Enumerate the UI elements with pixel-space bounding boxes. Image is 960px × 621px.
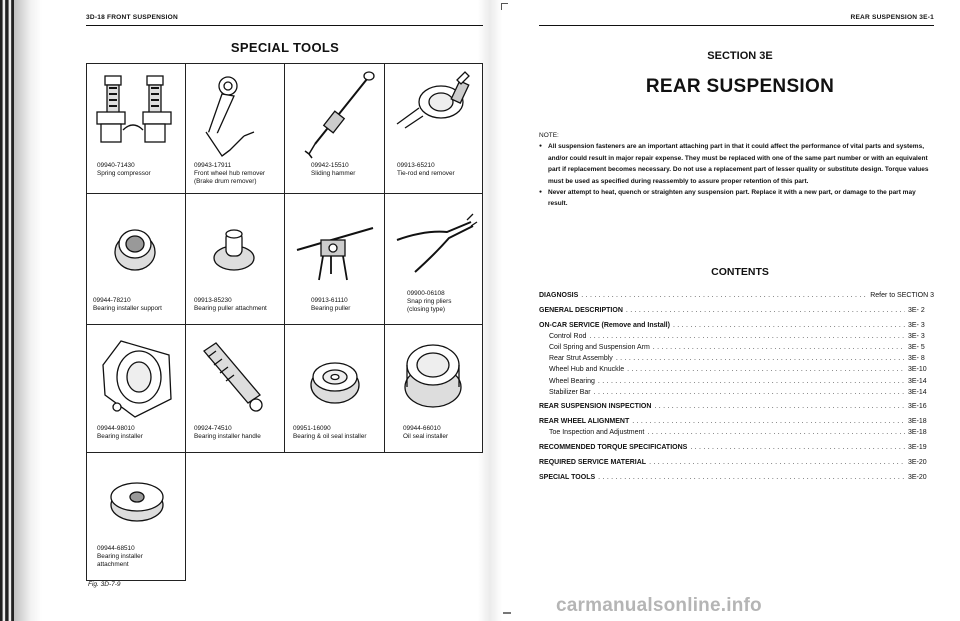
tool-name: Bearing installer xyxy=(97,553,143,560)
tool-number: 09913-61110 xyxy=(311,297,348,304)
tool-name: Sliding hammer xyxy=(311,170,356,177)
tool-number: 09943-17911 xyxy=(194,162,232,169)
toc-label: Wheel Hub and Knuckle xyxy=(549,366,625,374)
tool-name: Bearing installer handle xyxy=(194,433,261,440)
tool-name: Spring compressor xyxy=(97,170,151,177)
toc-page: 3E-20 xyxy=(908,473,927,481)
toc-leader xyxy=(632,416,905,427)
tool-number: 09944-68510 xyxy=(97,545,135,552)
note-item: ● All suspension fasteners are an important attaching part in that it could affect the performance of vital parts and systems, and/or could result in major repair expense. They must be replaced with one of the same part number or with an equivalent part if replacement becomes necessary. Do not use a replacement part of lesser quality or substitute design. Torque values must be used as specified during reassembly to assure proper retention of this part. xyxy=(539,141,935,187)
tool-name: Bearing installer xyxy=(97,433,143,440)
tool-cell-bearing-puller xyxy=(284,193,385,325)
crop-mark xyxy=(501,3,508,10)
toc-page: 3E- 3 xyxy=(908,332,925,340)
toc-label: Control Rod xyxy=(549,332,587,340)
left-header-rule xyxy=(86,25,483,26)
tool-cell-installer-attachment xyxy=(86,452,186,581)
tool-number: 09940-71430 xyxy=(97,162,135,169)
note-label: NOTE: xyxy=(539,132,559,139)
tool-number: 09944-66010 xyxy=(403,425,441,432)
binding-shadow xyxy=(14,0,42,621)
tool-name: Oil seal installer xyxy=(403,433,449,440)
book-binding-edge xyxy=(0,0,14,621)
toc-page: 3E-16 xyxy=(908,403,927,411)
toc-leader xyxy=(649,457,905,468)
toc-label: GENERAL DESCRIPTION xyxy=(539,306,623,314)
toc-label: SPECIAL TOOLS xyxy=(539,473,596,481)
tool-cell-bearing-support xyxy=(86,193,186,325)
note-item: ● Never attempt to heat, quench or straighten any suspension part. Replace it with a new part, or damage to the part may result. xyxy=(539,187,935,210)
toc-page: Refer to SECTION 3 xyxy=(870,292,934,299)
toc-page: 3E-18 xyxy=(908,418,927,426)
toc-page: 3E-14 xyxy=(908,388,927,396)
toc-entry[interactable] xyxy=(539,387,934,398)
toc-leader xyxy=(673,320,905,331)
toc-entry[interactable] xyxy=(539,376,934,387)
left-page-header: 3D-18 FRONT SUSPENSION xyxy=(86,14,178,21)
toc-page: 3E-18 xyxy=(908,429,927,437)
note-block xyxy=(539,130,935,210)
toc-leader xyxy=(653,342,905,353)
toc-entry[interactable] xyxy=(539,364,934,375)
toc-label: Toe Inspection and Adjustment xyxy=(549,429,645,437)
tool-cell-hub-remover xyxy=(185,63,285,194)
toc-entry[interactable] xyxy=(539,457,934,468)
toc-label: REAR SUSPENSION INSPECTION xyxy=(539,403,652,411)
toc-leader xyxy=(598,376,905,387)
toc-label: Wheel Bearing xyxy=(549,377,595,385)
toc-page: 3E-20 xyxy=(908,459,927,466)
toc-leader xyxy=(616,353,905,364)
toc-leader xyxy=(581,290,867,301)
toc-label: Stabilizer Bar xyxy=(549,388,591,396)
toc-page: 3E- 5 xyxy=(908,343,925,351)
toc-leader xyxy=(690,442,905,453)
tool-number: 09924-74510 xyxy=(194,425,232,432)
toc-leader xyxy=(626,305,905,316)
table-of-contents xyxy=(539,290,934,483)
toc-leader xyxy=(654,401,905,412)
toc-entry[interactable] xyxy=(539,290,934,301)
toc-leader xyxy=(627,364,905,375)
toc-label: RECOMMENDED TORQUE SPECIFICATIONS xyxy=(539,444,688,452)
toc-entry[interactable] xyxy=(539,442,934,453)
special-tools-title: SPECIAL TOOLS xyxy=(230,40,340,55)
tool-cell-snap-ring-pliers xyxy=(384,193,483,325)
toc-label: Coil Spring and Suspension Arm xyxy=(549,343,650,351)
tool-name: Bearing installer support xyxy=(93,305,162,312)
tool-number: 09913-85230 xyxy=(194,297,232,304)
toc-label: Rear Strut Assembly xyxy=(549,355,613,363)
tool-cell-seal-installer xyxy=(284,324,385,453)
tool-cell-spring-compressor xyxy=(86,63,186,194)
contents-title: CONTENTS xyxy=(711,266,769,278)
tool-name: Bearing & oil seal installer xyxy=(293,433,367,440)
tool-name: Bearing puller xyxy=(311,305,351,312)
tool-number: 09944-98010 xyxy=(97,425,135,432)
tool-cell-tie-rod-remover xyxy=(384,63,483,194)
right-page-header: REAR SUSPENSION 3E-1 xyxy=(850,14,934,21)
toc-entry[interactable] xyxy=(539,331,934,342)
toc-entry[interactable] xyxy=(539,427,934,438)
toc-entry[interactable] xyxy=(539,353,934,364)
crop-mark-bottom xyxy=(503,608,511,614)
toc-page: 3E-14 xyxy=(908,377,927,385)
tool-cell-sliding-hammer xyxy=(284,63,385,194)
toc-label: ON-CAR SERVICE (Remove and Install) xyxy=(539,321,670,329)
toc-label: DIAGNOSIS xyxy=(539,292,579,299)
tool-cell-bearing-installer xyxy=(86,324,186,453)
toc-entry[interactable] xyxy=(539,401,934,412)
toc-page: 3E-10 xyxy=(908,366,927,374)
tool-name: Bearing puller attachment xyxy=(194,305,267,312)
toc-entry[interactable] xyxy=(539,305,934,316)
tool-cell-installer-handle xyxy=(185,324,285,453)
tool-number: 09951-16090 xyxy=(293,425,331,432)
toc-entry[interactable] xyxy=(539,472,934,483)
tool-name-extra: (closing type) xyxy=(407,306,446,313)
toc-label: REQUIRED SERVICE MATERIAL xyxy=(539,459,647,466)
tool-number: 09900-06108 xyxy=(407,290,445,297)
toc-entry[interactable] xyxy=(539,320,934,331)
toc-leader xyxy=(647,427,905,438)
site-watermark: carmanualsonline.info xyxy=(556,595,762,616)
toc-entry[interactable] xyxy=(539,416,934,427)
tool-cell-oil-seal-installer xyxy=(384,324,483,453)
section-number: SECTION 3E xyxy=(707,50,773,62)
tool-cell-puller-attachment xyxy=(185,193,285,325)
tool-name-extra: (Brake drum remover) xyxy=(194,178,257,185)
toc-leader xyxy=(598,472,905,483)
tool-name: Tie-rod end remover xyxy=(397,170,455,177)
tool-number: 09942-15510 xyxy=(311,162,349,169)
toc-page: 3E-19 xyxy=(908,444,927,452)
toc-entry[interactable] xyxy=(539,342,934,353)
toc-leader xyxy=(589,331,905,342)
toc-label: REAR WHEEL ALIGNMENT xyxy=(539,418,630,426)
toc-page: 3E- 2 xyxy=(908,306,925,314)
figure-reference: Fig. 3D-7-9 xyxy=(88,581,121,588)
special-tools-grid xyxy=(86,63,483,581)
tool-name: Snap ring pliers xyxy=(407,298,452,305)
tool-number: 09944-78210 xyxy=(93,297,131,304)
tool-name: Front wheel hub remover xyxy=(194,170,266,177)
section-title: REAR SUSPENSION xyxy=(645,76,835,97)
toc-leader xyxy=(594,387,905,398)
tool-number: 09913-65210 xyxy=(397,162,435,169)
toc-page: 3E- 8 xyxy=(908,355,925,363)
right-header-rule xyxy=(539,25,934,26)
tool-name-extra: attachment xyxy=(97,561,129,568)
toc-page: 3E- 3 xyxy=(908,321,925,329)
